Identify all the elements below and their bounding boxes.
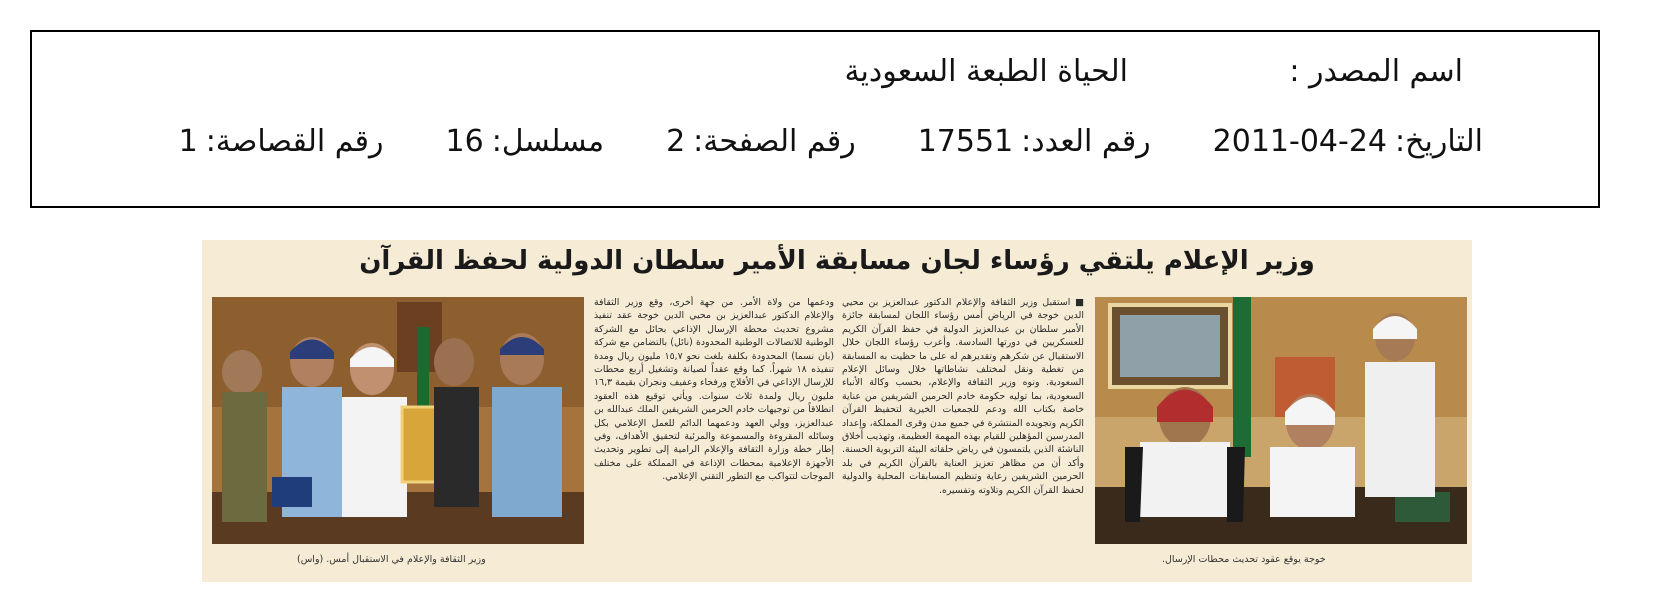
article-headline: وزير الإعلام يلتقي رؤساء لجان مسابقة الأمير سلطان الدولية لحفظ القرآن [359, 246, 1315, 276]
signing-photo-caption: خوجة يوقع عقود تحديث محطات الإرسال. [1162, 554, 1326, 565]
clip-field [179, 124, 384, 159]
source-value: الحياة الطبعة السعودية [844, 54, 1128, 89]
issue-field [918, 124, 1151, 159]
meta-row [179, 124, 1483, 159]
reception-photo-caption: وزير الثقافة والإعلام في الاستقبال أمس. (واس) [297, 554, 486, 565]
article-column-right: ■ استقبل وزير الثقافة والإعلام الدكتور عبدالعزيز بن محيي الدين خوجة في الرياض أمس رؤساء اللجان لمسابقة جائزة الأمير سلطان بن عبدالعزيز الدولية في حفظ القرآن الكريم للعسكريين في دورتها السادسة. وأعرب رؤساء اللجان خلال الاستقبال عن شكرهم وتقديرهم له على ما حظيت به المسابقة من تغطية ونقل لمختلف نشاطاتها خلال وسائل الإعلام السعودية. ونوه وزير الثقافة والإعلام، بحسب وكالة الأنباء السعودية، بما توليه حكومة خادم الحرمين الشريفين من عناية خاصة بكتاب الله ودعم للجمعيات الخيرية لتحفيظ القرآن الكريم وتجويده المنتشرة في جميع مدن وقرى المملكة، وإعداد المدرسين المؤهلين للقيام بهذه المهمة العظيمة، وتهذيب أخلاق الناشئة الذين يلتمسون في رياض حلقاته البيئة التربوية الحسنة. وأكد أن من مظاهر تعزيز العناية بالقرآن الكريم في بلد الحرمين الشريفين رعاية وتنظيم المسابقات المحلية والدولية لحفظ القرآن الكريم وتلاوته وتفسيره. [842, 297, 1084, 496]
issue-label: رقم العدد: [1021, 124, 1151, 159]
page-field [666, 124, 856, 159]
source-header [30, 30, 1600, 208]
date-field [1213, 124, 1483, 159]
reception-photo [212, 297, 584, 544]
page-label: رقم الصفحة: [693, 124, 856, 159]
serial-value: 16 [445, 124, 484, 159]
date-label: التاريخ: [1395, 124, 1483, 159]
signing-photo-illustration [1095, 297, 1467, 544]
serial-field [446, 124, 605, 159]
clip-value: 1 [178, 124, 198, 159]
newspaper-clipping [202, 240, 1472, 582]
reception-photo-illustration [212, 297, 584, 544]
article-column-left: ودعمها من ولاة الأمر. من جهة أخرى، وقع وزير الثقافة والإعلام الدكتور عبدالعزيز بن محيي الدين خوجة عقد تنفيذ مشروع تحديث محطة الإرسال الإذاعي بحائل مع الشركة الوطنية للاتصالات الوطنية المحدودة (نائل) بالتضامن مع شركة (بان نسما) المحدودة بكلفة بلغت نحو ١٥,٧ مليون ريال ومدة تنفيذه ١٨ شهراً. كما وقع عقداً لصيانة وتشغيل أربع محطات للإرسال الإذاعي في الأفلاج ورفحاء وعفيف ونجران بقيمة ١٦,٣ مليون ريال ولمدة ثلاث سنوات. ويأتي توقيع هذه العقود انطلاقاً من توجيهات خادم الحرمين الشريفين الملك عبدالله بن عبدالعزيز، وولي العهد ودعمهما الدائم للعمل الإعلامي بكل وسائله المقروءة والمسموعة والمرئية لتحقيق الأهداف، وفي إطار خطة وزارة الثقافة والإعلام الرامية إلى تطوير وتحديث الأجهزة الإعلامية بمحطات الإذاعة في المملكة على مختلف الموجات لتتواكب مع التطور التقني الإعلامي. [594, 297, 834, 483]
clip-label: رقم القصاصة: [205, 124, 384, 159]
signing-photo [1095, 297, 1467, 544]
page-value: 2 [666, 124, 686, 159]
serial-label: مسلسل: [491, 124, 605, 159]
source-label: اسم المصدر : [1289, 54, 1463, 89]
issue-value: 17551 [917, 124, 1014, 159]
date-value: 2011-04-24 [1212, 124, 1388, 159]
